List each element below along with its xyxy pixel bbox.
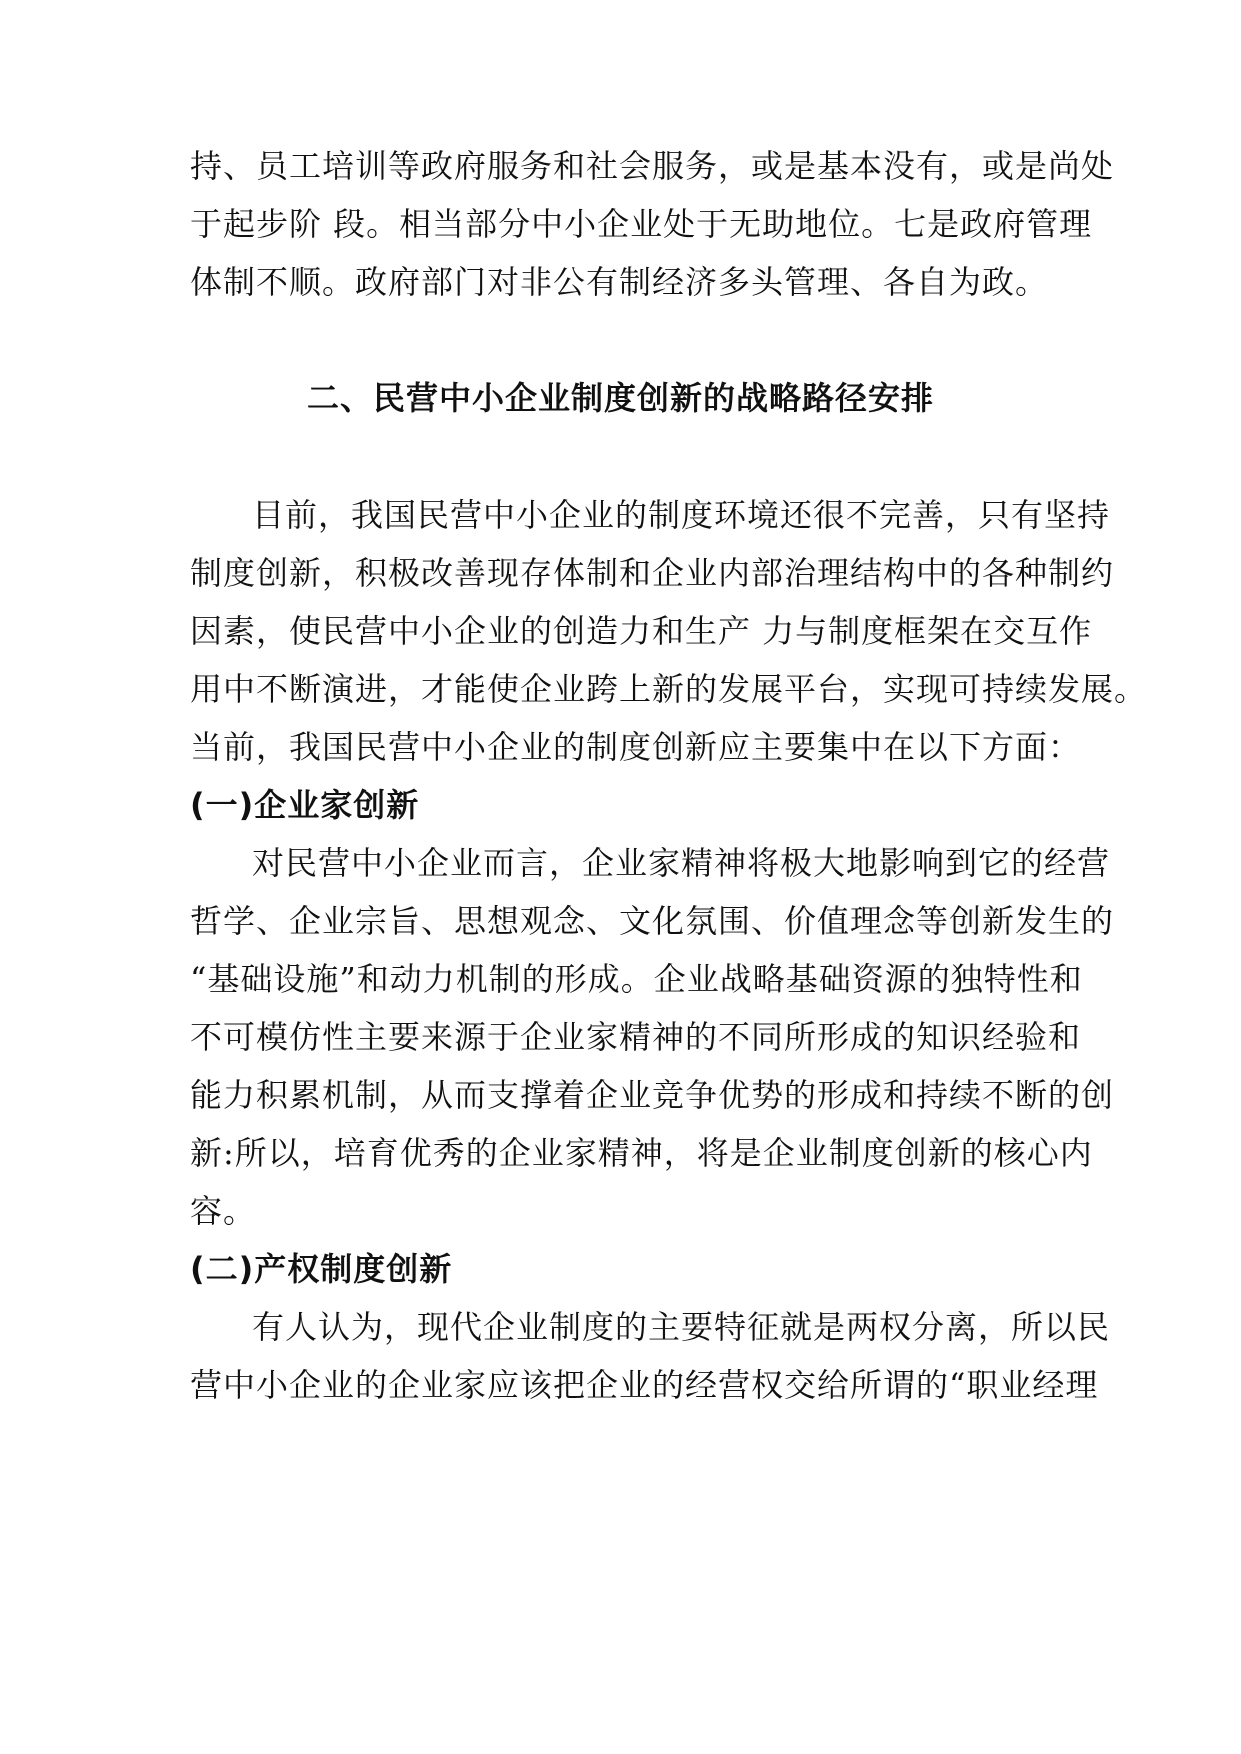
intro-line-3: 体制不顺。政府部门对非公有制经济多头管理、各自为政。	[190, 263, 1049, 301]
sub1-line-1: 对民营中小企业而言，企业家精神将极大地影响到它的经营	[252, 844, 1111, 882]
intro-line-2: 于起步阶 段。相当部分中小企业处于无助地位。七是政府管理	[190, 205, 1093, 243]
sub1-line-2: 哲学、企业宗旨、思想观念、文化氛围、价值理念等创新发生的	[190, 902, 1115, 940]
intro-line-1: 持、员工培训等政府服务和社会服务，或是基本没有，或是尚处	[190, 147, 1115, 185]
section-intro-line-1: 目前，我国民营中小企业的制度环境还很不完善，只有坚持	[252, 496, 1111, 534]
subsection-title-2: (二)产权制度创新	[190, 1250, 453, 1288]
section-intro-line-5: 当前，我国民营中小企业的制度创新应主要集中在以下方面：	[190, 728, 1082, 766]
section-intro-line-3: 因素，使民营中小企业的创造力和生产 力与制度框架在交互作	[190, 612, 1093, 650]
sub2-line-1: 有人认为，现代企业制度的主要特征就是两权分离，所以民	[252, 1308, 1111, 1346]
section-title: 二、民营中小企业制度创新的战略路径安排	[306, 379, 934, 417]
section-intro-line-4: 用中不断演进，才能使企业跨上新的发展平台，实现可持续发展。	[190, 670, 1148, 708]
sub1-line-4: 不可模仿性主要来源于企业家精神的不同所形成的知识经验和	[190, 1018, 1082, 1056]
section-intro-line-2: 制度创新，积极改善现存体制和企业内部治理结构中的各种制约	[190, 554, 1115, 592]
sub1-line-5: 能力积累机制，从而支撑着企业竞争优势的形成和持续不断的创	[190, 1076, 1115, 1114]
sub1-line-7: 容。	[190, 1192, 257, 1230]
sub1-line-3: “基础设施”和动力机制的形成。企业战略基础资源的独特性和	[190, 960, 1083, 998]
sub1-line-6: 新:所以，培育优秀的企业家精神，将是企业制度创新的核心内	[190, 1134, 1093, 1172]
subsection-title-1: (一)企业家创新	[190, 786, 420, 824]
sub2-line-2: 营中小企业的企业家应该把企业的经营权交给所谓的“职业经理	[190, 1366, 1099, 1404]
